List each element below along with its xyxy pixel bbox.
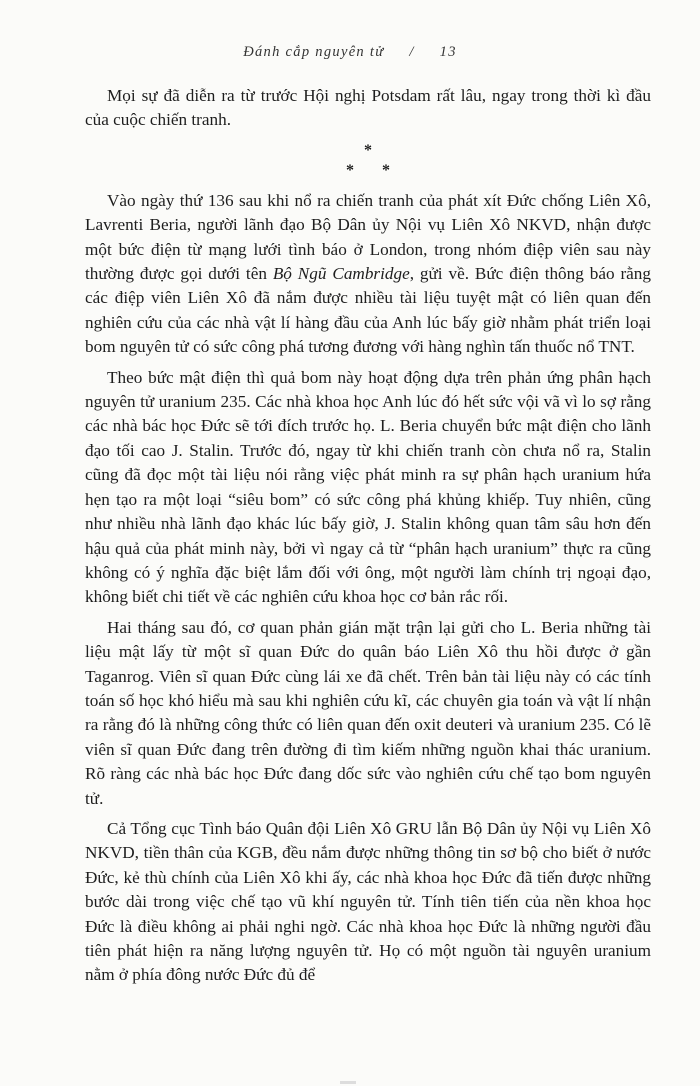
paragraph-2-part-2: , gửi về. Bức điện thông báo rằng các điệp viên Liên Xô đã nắm được nhiều tài liệu tuyệt mật có liên quan đến nghiên cứu của các nhà vật lí hàng đầu của Anh lúc bấy giờ nhằm phát triển loại bom nguyên tử có sức công phá tương đương với hàng nghìn tấn thuốc nổ TNT.: [85, 264, 651, 357]
star-top: *: [364, 141, 372, 159]
page-number: 13: [439, 44, 457, 60]
paragraph-5: Cả Tổng cục Tình báo Quân đội Liên Xô GRU lẫn Bộ Dân ủy Nội vụ Liên Xô NKVD, tiền thân của KGB, đều nắm được những thông tin sơ bộ cho biết ở nước Đức, kẻ thù chính của Liên Xô khi ấy, các nhà khoa học Đức đã tiến được những bước dài trong việc chế tạo vũ khí nguyên tử. Tính tiên tiến của nền khoa học Đức là điều không ai phải nghi ngờ. Các nhà khoa học Đức là những người đầu tiên phát hiện ra năng lượng nguyên tử. Họ có một nguồn tài nguyên uranium nằm ở phía đông nước Đức đủ để: [85, 818, 651, 985]
paragraph-2-part-1: Vào ngày thứ 136 sau khi nổ ra chiến tranh của phát xít Đức chống Liên Xô, Lavrenti Beria, người lãnh đạo Bộ Dân ủy Nội vụ Liên Xô NKVD, nhận được một bức điện từ mạng lưới tình báo ở London, trong nhóm điệp viên sau này thường được gọi dưới tên: [85, 190, 651, 284]
paragraph-1: Mọi sự đã diễn ra từ trước Hội nghị Potsdam rất lâu, ngay trong thời kì đầu của cuộc chiến tranh.: [85, 86, 651, 130]
star-left: *: [346, 161, 354, 179]
chapter-title: Đánh cắp nguyên tử: [243, 44, 385, 60]
italic-group-name: Bộ Ngũ Cambridge: [272, 264, 410, 284]
page-bottom-mark: [340, 1081, 356, 1084]
running-header: [0, 44, 700, 61]
header-separator: /: [409, 44, 415, 60]
star-right: *: [382, 161, 390, 179]
paragraph-2: [85, 189, 651, 360]
paragraph-3: Theo bức mật điện thì quả bom này hoạt động dựa trên phản ứng phân hạch nguyên tử uranium 235. Các nhà khoa học Anh lúc đó hết sức vội vã vì lo sợ rằng các nhà bác học Đức sẽ tới đích trước họ. L. Beria chuyển bức mật điện cho lãnh đạo tối cao J. Stalin. Trước đó, ngay từ khi chiến tranh còn chưa nổ ra, Stalin cũng đã đọc một tài liệu nói rằng việc phát minh ra sự phân hạch uranium hứa hẹn tạo ra một loại “siêu bom” có sức công phá khủng khiếp. Tuy nhiên, cũng như nhiều nhà lãnh đạo khác lúc bấy giờ, J. Stalin không quan tâm sâu hơn đến hậu quả của phát minh này, bởi vì ngay cả từ “phân hạch uranium” thực ra cũng không có ý nghĩa đặc biệt lắm đối với ông, một người làm chính trị ngoại đạo, không biết chi tiết về các nghiên cứu khoa học cơ bản rắc rối.: [85, 367, 651, 607]
section-break: [85, 141, 651, 181]
paragraph-4: Hai tháng sau đó, cơ quan phản gián mặt trận lại gửi cho L. Beria những tài liệu mật lấy từ một sĩ quan Đức do quân báo Liên Xô thu hồi được ở gần Taganrog. Viên sĩ quan Đức cùng lái xe đã chết. Trên bản tài liệu này có các tính toán số học khó hiểu mà sau khi nghiên cứu kĩ, các chuyên gia toán và vật lí nhận ra rằng đó là những công thức có liên quan đến oxit deuteri và uranium 235. Có lẽ viên sĩ quan Đức đang trên đường đi tìm kiếm những nguồn khai thác uranium. Rõ ràng các nhà bác học Đức đang dốc sức vào nghiên cứu chế tạo bom nguyên tử.: [85, 617, 651, 808]
page-body: [85, 84, 651, 994]
